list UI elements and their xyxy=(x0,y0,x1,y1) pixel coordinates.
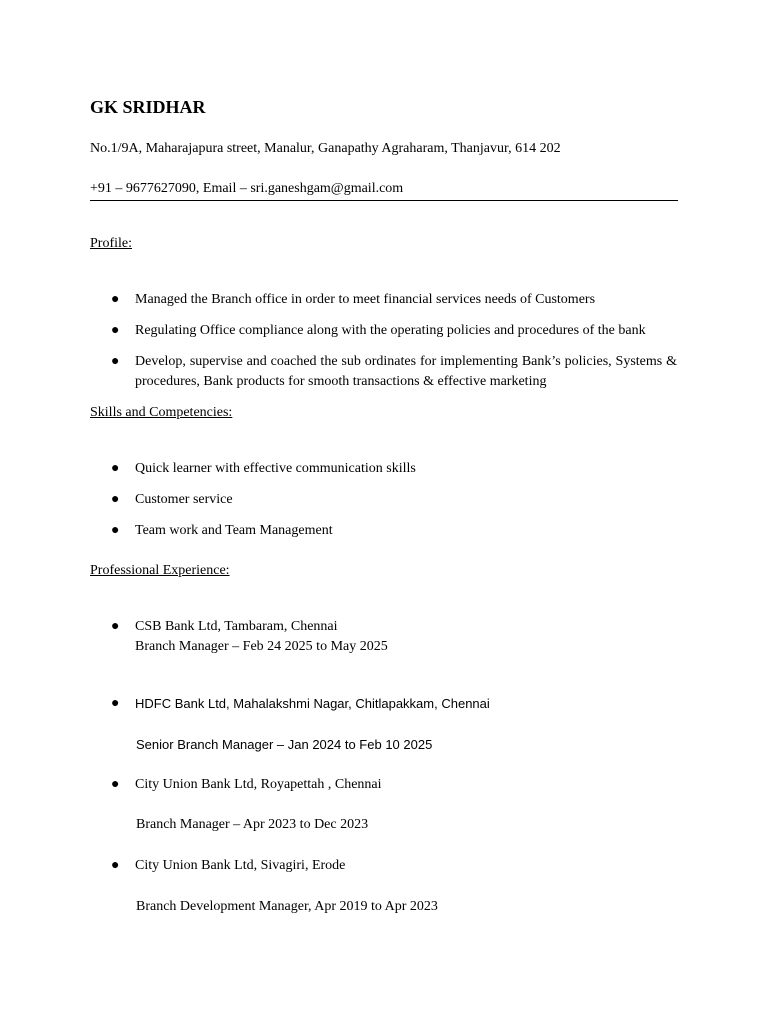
employer-label: CSB Bank Ltd, Tambaram, Chennai xyxy=(135,619,338,634)
experience-heading: Professional Experience: xyxy=(90,563,230,578)
bullet-icon: ● xyxy=(111,461,120,476)
skills-heading: Skills and Competencies: xyxy=(90,405,233,420)
role-label: Branch Manager – Feb 24 2025 to May 2025 xyxy=(135,639,388,654)
profile-item: Managed the Branch office in order to meet financial services needs of Customers xyxy=(135,292,596,307)
bullet-icon: ● xyxy=(111,619,120,634)
role-label: Branch Development Manager, Apr 2019 to Apr 2023 xyxy=(136,899,438,914)
skill-item: Team work and Team Management xyxy=(135,523,333,538)
address-line: No.1/9A, Maharajapura street, Manalur, Ganapathy Agraharam, Thanjavur, 614 202 xyxy=(90,141,561,156)
bullet-icon: ● xyxy=(111,858,120,873)
skill-item: Quick learner with effective communication skills xyxy=(135,461,416,476)
bullet-icon: ● xyxy=(111,777,120,792)
bullet-icon: ● xyxy=(111,292,120,307)
profile-item: Regulating Office compliance along with the operating policies and procedures of the bank xyxy=(135,323,646,338)
employer-label: City Union Bank Ltd, Royapettah , Chennai xyxy=(135,777,382,792)
candidate-name: GK SRIDHAR xyxy=(90,97,206,117)
bullet-icon: ● xyxy=(111,492,120,507)
bullet-icon: ● xyxy=(111,523,120,538)
role-label: Branch Manager – Apr 2023 to Dec 2023 xyxy=(136,817,369,832)
bullet-icon: ● xyxy=(111,696,120,711)
profile-item: Develop, supervise and coached the sub ordinates for implementing Bank’s policies, Systems & procedures, Bank products for smooth transactions & effective marketing xyxy=(135,354,677,389)
role-label: Senior Branch Manager – Jan 2024 to Feb 10 2025 xyxy=(136,737,433,752)
skill-item: Customer service xyxy=(135,492,233,507)
bullet-icon: ● xyxy=(111,323,120,338)
employer-label: City Union Bank Ltd, Sivagiri, Erode xyxy=(135,858,346,873)
employer-label: HDFC Bank Ltd, Mahalakshmi Nagar, Chitlapakkam, Chennai xyxy=(135,696,490,711)
header-divider xyxy=(90,200,678,201)
contact-line: +91 – 9677627090, Email – sri.ganeshgam@gmail.com xyxy=(90,181,404,196)
bullet-icon: ● xyxy=(111,354,120,369)
profile-heading: Profile: xyxy=(90,236,132,251)
